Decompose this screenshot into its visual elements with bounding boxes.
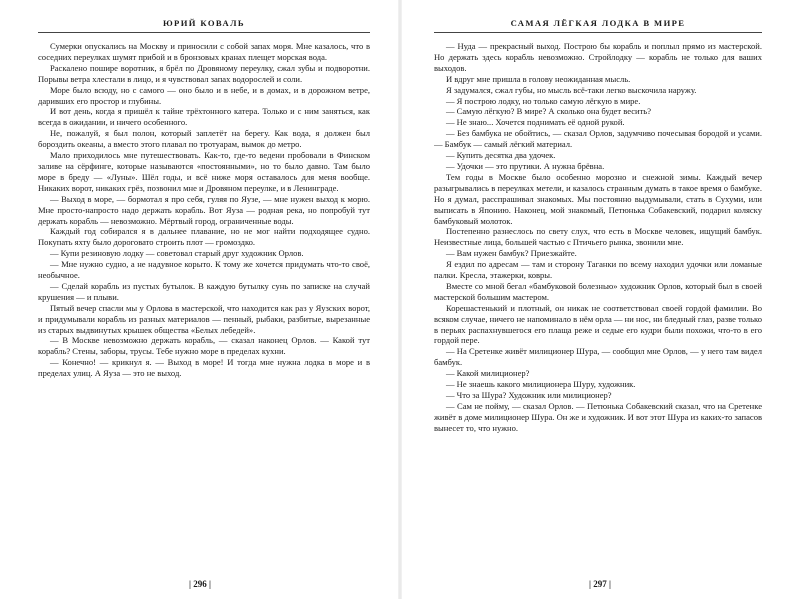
paragraph: — Не знаешь какого милиционера Шуру, художник. xyxy=(446,379,636,390)
paragraph: Вместе со мной бегал «бамбуковой болезнью» художник Орлов, который был в своей мастерской большим мастером. xyxy=(434,280,762,302)
paragraph: Я ездил по адресам — там и сторону Таганки по всему находил удочки или ломаные палки. Кресла, этажерки, ковры. xyxy=(434,259,762,281)
right-page xyxy=(400,0,800,599)
paragraph: — Удочки — это прутики. А нужна брёвна. xyxy=(446,160,605,171)
paragraph: Каждый год собирался я в дальнее плавание, но не мог найти подходящее судно. Покупать яхту было дороговато строить плот — громоздко. xyxy=(38,226,370,248)
left-page-number: | 296 | xyxy=(189,579,211,589)
paragraph: — На Сретенке живёт милиционер Шура, — сообщил мне Орлов, — у него там видел бамбук. xyxy=(434,346,762,368)
right-folio-value: 297 xyxy=(593,579,607,589)
paragraph: — Мне нужно судно, а не надувное корыто. К тому же хочется придумать что-то своё, необычное. xyxy=(38,259,370,281)
paragraph: Сумерки опускались на Москву и приносили с собой запах моря. Мне казалось, что в соседних переулках шумят прибой и в бронзовых кранах плещет морская вода. xyxy=(38,41,370,62)
right-running-head: САМАЯ ЛЁГКАЯ ЛОДКА В МИРЕ xyxy=(434,18,762,33)
paragraph: Тем годы в Москве было особенно морозно и снежной зимы. Каждый вечер разыгрывались в переулках метели, и казалось странным думать в такое время о бамбуке. Но я думал, расспрашивал знакомых. Мы постоянно выдумывали, стать в Сухуми, или выписать в Японию. Наконец, мой знакомый, Петюнька Собакевский, подарил коляску бамбуковый молоток. xyxy=(434,171,762,226)
paragraph: — Что за Шура? Художник или милиционер? xyxy=(446,390,612,400)
paragraph: — Конечно! — крикнул я. — Выход в море! И тогда мне нужна лодка в море и в пределах улиц. А Яуза — это не выход. xyxy=(38,357,370,379)
left-page-text xyxy=(38,41,370,577)
paragraph: — Не знаю... Хочется поднимать её одной рукой. xyxy=(446,117,625,128)
paragraph: Раскалено пошире воротник, я брёл по Дровяному переулку, сжал зубы и подворотни. Порывы ветра хлестали в лицо, и я чувствовал запах водорослей и соли. xyxy=(38,62,370,84)
paragraph: — Самую лёгкую? В мире? А сколько она будет весить? xyxy=(446,106,651,117)
paragraph: Я задумался, сжал губы, но мысль всё-таки легко выскочила наружу. xyxy=(446,84,697,95)
left-running-head: ЮРИЙ КОВАЛЬ xyxy=(38,18,370,33)
left-folio-value: 296 xyxy=(193,579,207,589)
paragraph: И вот день, когда я пришёл к тайне трёхтонного катера. Только и с ним заняться, как всегда в ожидании, и ничего особенного. xyxy=(38,106,370,128)
paragraph: И вдруг мне пришла в голову неожиданная мысль. xyxy=(446,73,631,84)
paragraph: Море было всюду, но с самого — оно было и в небе, и в домах, и в дорожном ветре, даривших его простор и глубины. xyxy=(38,84,370,106)
paragraph: — Нуда — прекрасный выход. Построю бы корабль и поплыл прямо из мастерской. Но держать здесь корабль невозможно. Стройлодку — корабль не только для ваших выходов. xyxy=(434,41,762,73)
paragraph: — Я построю лодку, но только самую лёгкую в мире. xyxy=(446,95,641,106)
paragraph: — В Москве невозможно держать корабль, — сказал наконец Орлов. — Какой тут корабль? Стены, заборы, трусы. Тебе нужно море в пределах кухни. xyxy=(38,335,370,357)
paragraph: — Сделай корабль из пустых бутылок. В каждую бутылку сунь по записке на случай крушения — и плыви. xyxy=(38,280,370,302)
paragraph: — Выход в море, — бормотал я про себя, гуляя по Яузе, — мне нужен выход к морю. Мне просто-напросто надо держать корабль. Вот Яуза — родная река, но попробуй тут держать корабль — невозможно. Мёртвый город, ограниченные воды. xyxy=(38,193,370,226)
paragraph: Постепенно разнеслось по свету слух, что есть в Москве человек, ищущий бамбук. Неизвестные лица, большей частью с Птичьего рынка, звонили мне. xyxy=(434,226,762,248)
paragraph: Корешастенький и плотный, он никак не соответствовал своей гордой фамилии. Во всяком случае, ничего не напоминало в нём орла — ни нос, ни бледный глаз, разве только в перьях распахнувшегося его плаща реже и седые его кудри были похожи, что-то в его гордой пере. xyxy=(434,302,762,346)
paragraph: — Без бамбука не обойтись, — сказал Орлов, задумчиво почесывая бородой и усами. — Бамбук — самый лёгкий материал. xyxy=(434,128,762,150)
paragraph: Пятый вечер спасли мы у Орлова в мастерской, что находится как раз у Яузских ворот, и придумывали корабль из разных материалов — пенный, рыбаки, разбитые, вырезанные из старых выдвинутых крышек общества «Белых лебедей». xyxy=(38,302,370,335)
paragraph: — Какой милиционер? xyxy=(446,368,530,379)
right-page-number: | 297 | xyxy=(589,579,611,589)
right-page-text xyxy=(434,41,762,577)
paragraph: — Купить десятка два удочек. xyxy=(446,150,556,161)
paragraph: — Сам не пойму, — сказал Орлов. — Петюнька Собакевский сказал, что на Сретенке живёт в доме милиционер Шура. Он же и художник. И вот этот Шура из каких-то запасов вынесет то, что нужно. xyxy=(434,400,762,433)
paragraph: Мало приходилось мне путешествовать. Как-то, где-то ведени пробовали в Финском заливе на сёрфинге, которые называются «постоянными», но то было давно. Там было море в бреду — «Луны». Шёл годы, и всё ниже моря оставалось для меня вообще. Никаких ворот, никаких грёз, позвонил мне и Дровяном переулке, и в Ленинграде. xyxy=(38,150,370,193)
paragraph: Не, пожалуй, я был полон, который заплетёт на берегу. Как вода, я должен был бороздить океаны, а вместо этого плавал по тротуарам, вымок до метро. xyxy=(38,128,370,150)
paragraph: — Вам нужен бамбук? Приезжайте. xyxy=(446,248,577,259)
paragraph: — Купи резиновую лодку — советовал старый друг художник Орлов. xyxy=(50,248,304,259)
